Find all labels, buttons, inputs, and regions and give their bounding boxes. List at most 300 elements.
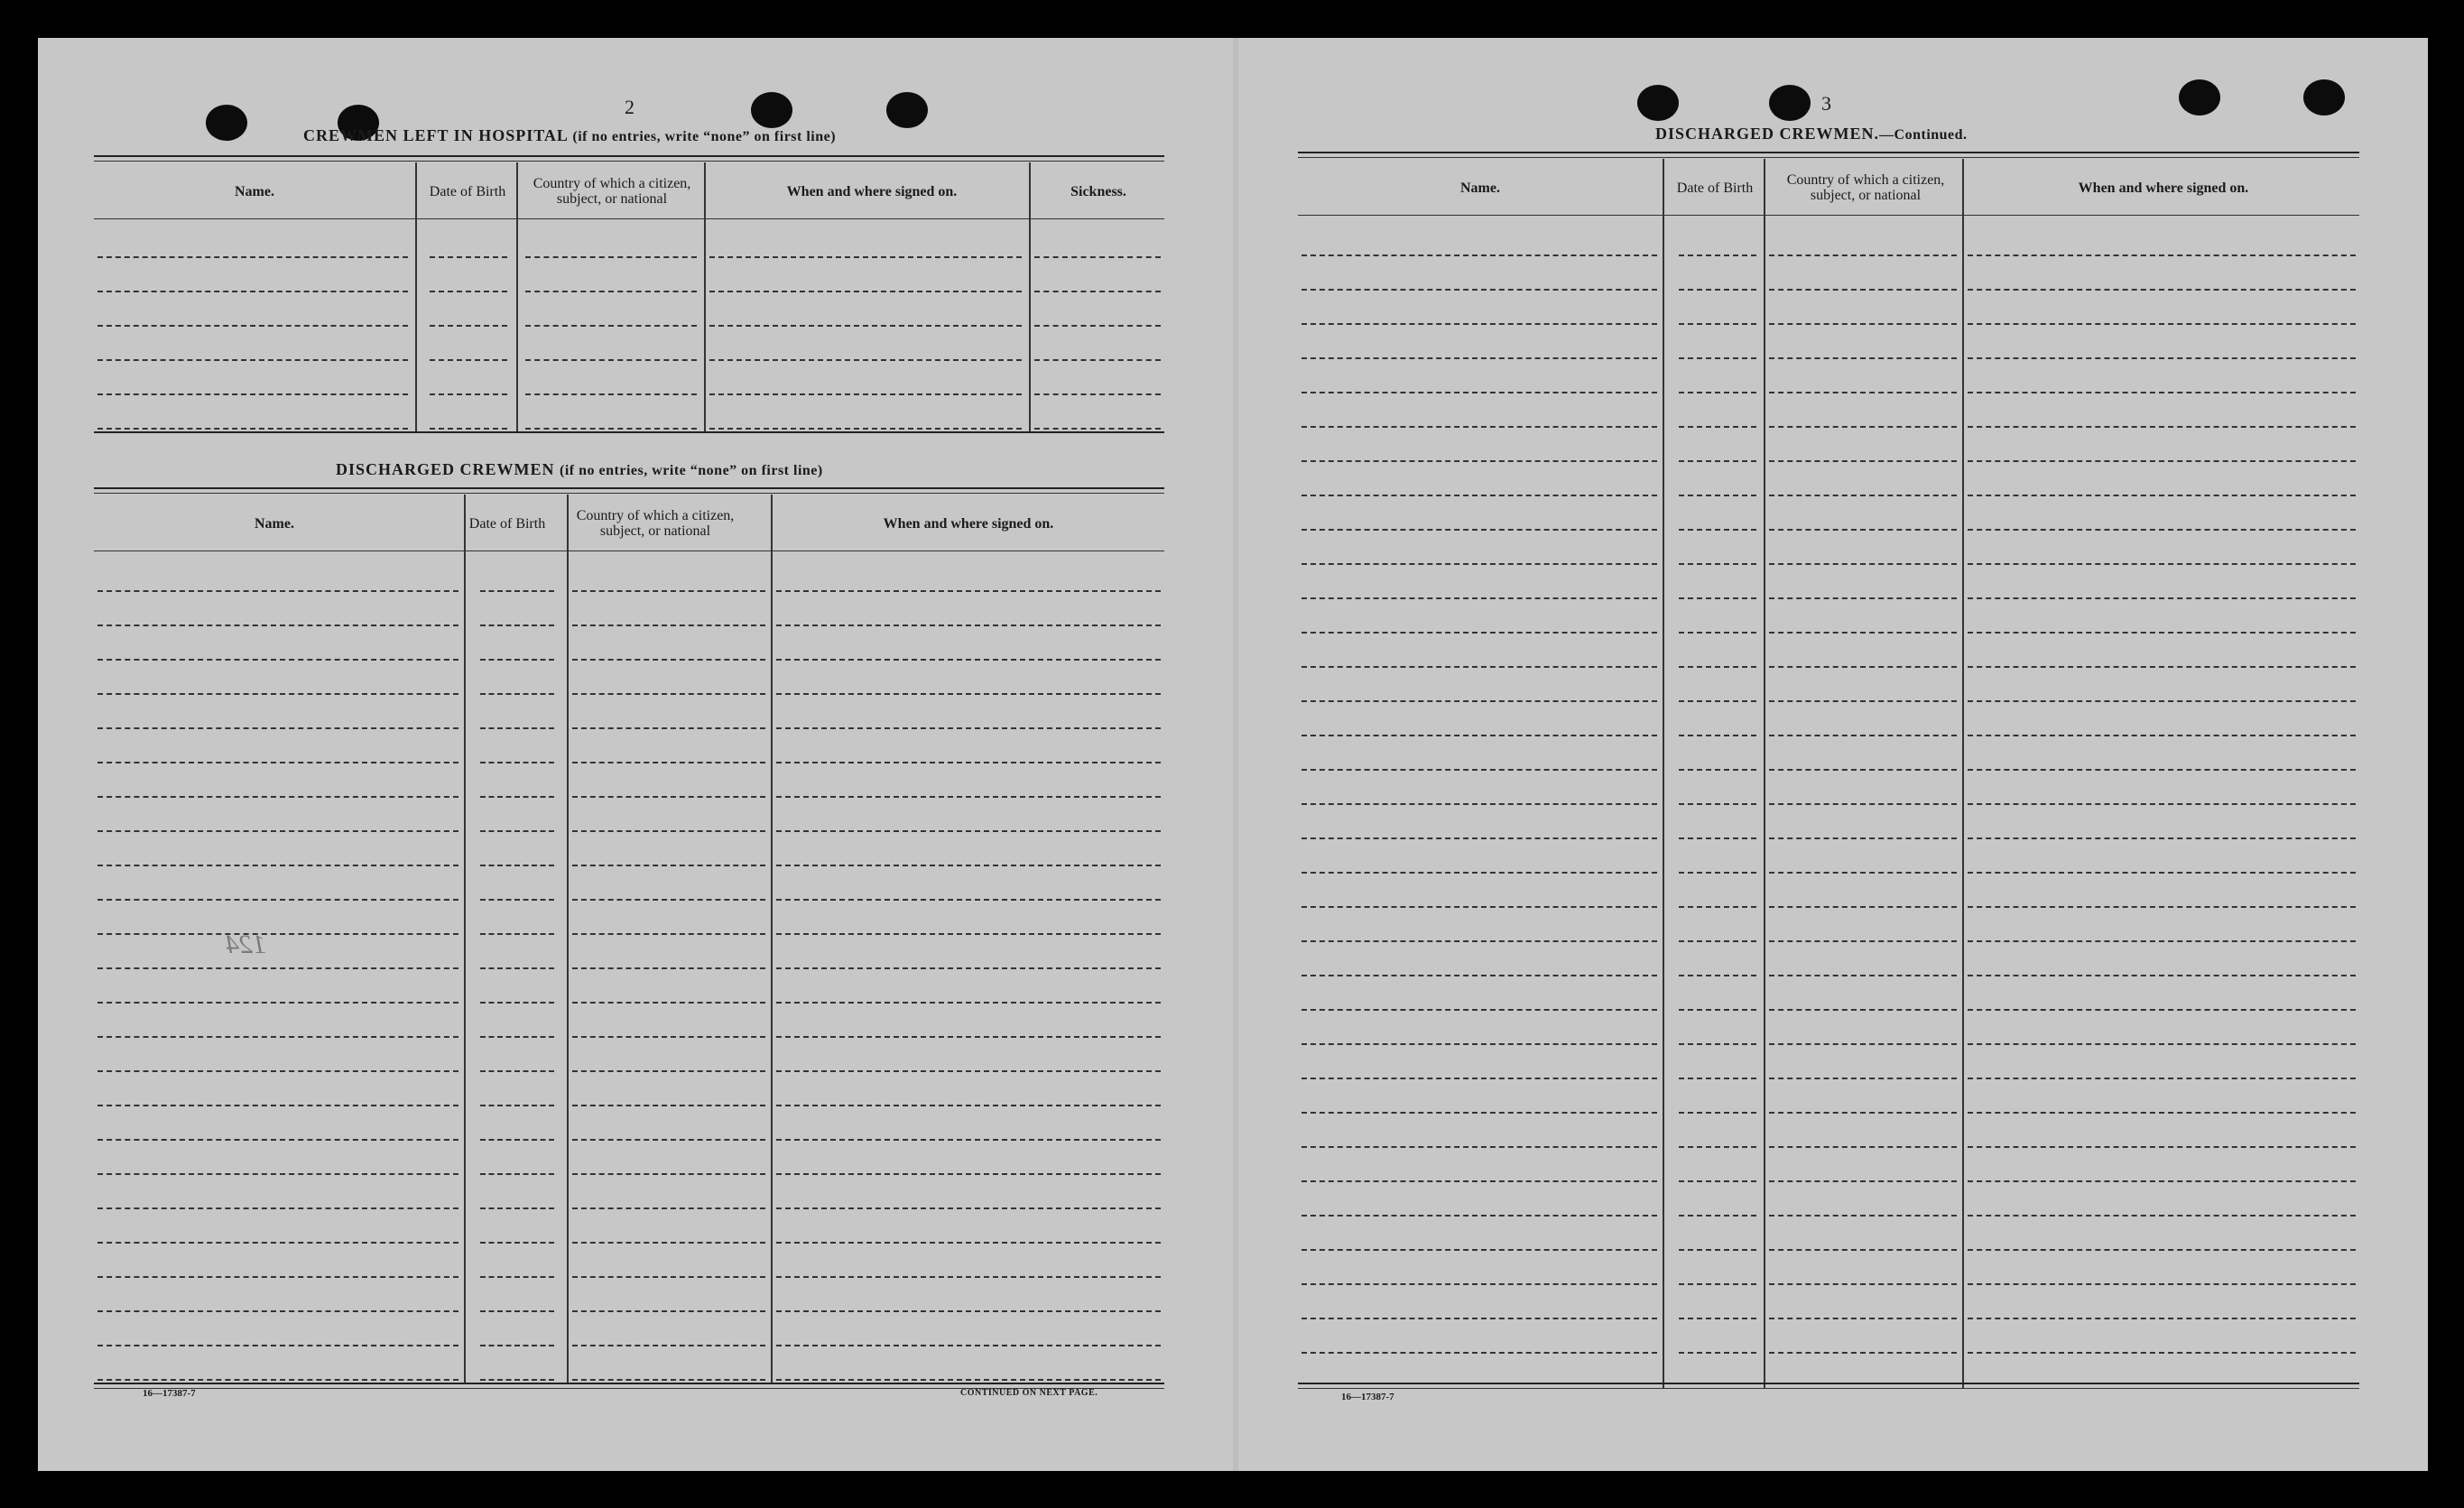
entry-line xyxy=(97,325,408,327)
entry-line xyxy=(1679,1078,1756,1079)
entry-line xyxy=(1679,1009,1756,1011)
entry-line xyxy=(1679,735,1756,736)
entry-line xyxy=(1968,975,2356,976)
entry-line xyxy=(1769,940,1957,942)
discharged-col-name: Name. xyxy=(255,515,294,532)
entry-line xyxy=(1034,325,1161,327)
entry-line xyxy=(776,796,1161,798)
entry-line xyxy=(1968,700,2356,702)
entry-line xyxy=(572,1070,765,1072)
entry-line xyxy=(480,1276,554,1278)
column-divider xyxy=(1029,162,1031,431)
entry-line xyxy=(776,933,1161,935)
entry-line xyxy=(572,762,765,763)
entry-line xyxy=(1301,597,1657,599)
rule xyxy=(94,493,1164,494)
entry-line xyxy=(709,256,1022,258)
entry-line xyxy=(572,1242,765,1244)
entry-line xyxy=(430,256,507,258)
punch-hole xyxy=(2179,79,2220,116)
entry-line xyxy=(1679,666,1756,668)
entry-line xyxy=(776,830,1161,832)
entry-line xyxy=(97,1310,459,1312)
entry-line xyxy=(1968,837,2356,839)
entry-line xyxy=(1301,837,1657,839)
entry-line xyxy=(572,1036,765,1038)
entry-line xyxy=(1301,392,1657,393)
entry-line xyxy=(1968,1283,2356,1285)
entry-line xyxy=(776,1070,1161,1072)
entry-line xyxy=(1769,254,1957,256)
entry-line xyxy=(1769,597,1957,599)
entry-line xyxy=(480,865,554,866)
entry-line xyxy=(1679,1215,1756,1217)
entry-line xyxy=(1769,529,1957,531)
column-divider xyxy=(704,162,706,431)
entry-line xyxy=(1301,1180,1657,1182)
punch-hole xyxy=(886,92,928,128)
entry-line xyxy=(1301,495,1657,496)
entry-line xyxy=(1968,769,2356,771)
page-number-right: 3 xyxy=(1821,92,1831,115)
entry-line xyxy=(1679,1112,1756,1114)
entry-line xyxy=(480,762,554,763)
entry-line xyxy=(1034,256,1161,258)
entry-line xyxy=(97,865,459,866)
entry-line xyxy=(1769,769,1957,771)
document-page xyxy=(38,38,2428,1471)
entry-line xyxy=(1679,323,1756,325)
punch-hole xyxy=(751,92,792,128)
entry-line xyxy=(776,1105,1161,1106)
entry-line xyxy=(430,393,507,395)
rule xyxy=(94,550,1164,551)
entry-line xyxy=(1301,323,1657,325)
entry-line xyxy=(1301,426,1657,428)
entry-line xyxy=(1301,460,1657,462)
continued-col-signed-on: When and where signed on. xyxy=(2078,180,2249,196)
entry-line xyxy=(1679,1318,1756,1319)
entry-line xyxy=(97,1002,459,1004)
entry-line xyxy=(1968,460,2356,462)
entry-line xyxy=(1769,1112,1957,1114)
discharged-section-title: DISCHARGED CREWMEN (if no entries, write “none” on first line) xyxy=(336,460,823,478)
entry-line xyxy=(1769,426,1957,428)
entry-line xyxy=(1301,1249,1657,1251)
entry-line xyxy=(1769,289,1957,291)
entry-line xyxy=(776,1139,1161,1141)
entry-line xyxy=(1301,1146,1657,1148)
entry-line xyxy=(97,1379,459,1381)
entry-line xyxy=(1968,906,2356,908)
entry-line xyxy=(776,899,1161,901)
entry-line xyxy=(1769,357,1957,359)
entry-line xyxy=(572,796,765,798)
entry-line xyxy=(572,1276,765,1278)
entry-line xyxy=(97,1207,459,1209)
hospital-col-country: Country of which a citizen, subject, or national xyxy=(533,176,691,207)
entry-line xyxy=(572,1207,765,1209)
entry-line xyxy=(572,727,765,729)
entry-line xyxy=(97,624,459,626)
entry-line xyxy=(1968,803,2356,805)
entry-line xyxy=(1679,1283,1756,1285)
entry-line xyxy=(1769,1352,1957,1354)
entry-line xyxy=(525,393,697,395)
entry-line xyxy=(1769,1180,1957,1182)
entry-line xyxy=(1301,254,1657,256)
entry-line xyxy=(776,624,1161,626)
entry-line xyxy=(1769,803,1957,805)
entry-line xyxy=(1968,666,2356,668)
entry-line xyxy=(97,590,459,592)
entry-line xyxy=(1301,975,1657,976)
entry-line xyxy=(1968,632,2356,634)
entry-line xyxy=(1301,1009,1657,1011)
entry-line xyxy=(1301,632,1657,634)
entry-line xyxy=(1301,906,1657,908)
entry-line xyxy=(572,933,765,935)
entry-line xyxy=(709,393,1022,395)
entry-line xyxy=(1679,289,1756,291)
hospital-section-title: CREWMEN LEFT IN HOSPITAL (if no entries, write “none” on first line) xyxy=(303,126,837,144)
entry-line xyxy=(1968,495,2356,496)
entry-line xyxy=(430,291,507,292)
entry-line xyxy=(97,796,459,798)
entry-line xyxy=(776,762,1161,763)
entry-line xyxy=(1968,357,2356,359)
faint-handwritten-mark: 124 xyxy=(226,930,266,959)
center-fold xyxy=(1233,38,1238,1471)
entry-line xyxy=(1968,872,2356,874)
form-number-left: 16—17387-7 xyxy=(143,1388,196,1399)
entry-line xyxy=(1301,563,1657,565)
entry-line xyxy=(1769,460,1957,462)
entry-line xyxy=(1679,357,1756,359)
entry-line xyxy=(776,1310,1161,1312)
entry-line xyxy=(97,256,408,258)
entry-line xyxy=(1679,460,1756,462)
punch-hole xyxy=(1637,85,1679,121)
entry-line xyxy=(1968,597,2356,599)
entry-line xyxy=(1034,428,1161,430)
entry-line xyxy=(1034,393,1161,395)
entry-line xyxy=(1301,666,1657,668)
entry-line xyxy=(776,693,1161,695)
entry-line xyxy=(97,393,408,395)
entry-line xyxy=(1301,289,1657,291)
entry-line xyxy=(572,1379,765,1381)
entry-line xyxy=(1301,1112,1657,1114)
entry-line xyxy=(1968,1249,2356,1251)
entry-line xyxy=(1679,940,1756,942)
entry-line xyxy=(1301,700,1657,702)
entry-line xyxy=(1679,392,1756,393)
entry-line xyxy=(1034,291,1161,292)
hospital-col-signed-on: When and where signed on. xyxy=(786,183,958,199)
rule xyxy=(94,155,1164,157)
entry-line xyxy=(1679,426,1756,428)
entry-line xyxy=(430,359,507,361)
hospital-col-sickness: Sickness. xyxy=(1070,183,1126,199)
entry-line xyxy=(1679,1146,1756,1148)
entry-line xyxy=(1301,357,1657,359)
entry-line xyxy=(480,1345,554,1346)
entry-line xyxy=(1679,700,1756,702)
entry-line xyxy=(97,762,459,763)
entry-line xyxy=(1769,837,1957,839)
entry-line xyxy=(430,325,507,327)
entry-line xyxy=(480,933,554,935)
entry-line xyxy=(97,727,459,729)
entry-line xyxy=(97,1036,459,1038)
discharged-continued-title: DISCHARGED CREWMEN.—Continued. xyxy=(1655,125,1968,143)
entry-line xyxy=(572,1345,765,1346)
entry-line xyxy=(1769,735,1957,736)
entry-line xyxy=(97,830,459,832)
entry-line xyxy=(776,1242,1161,1244)
entry-line xyxy=(572,865,765,866)
entry-line xyxy=(1679,1043,1756,1045)
rule xyxy=(1298,1383,2359,1384)
entry-line xyxy=(1769,906,1957,908)
entry-line xyxy=(572,590,765,592)
entry-line xyxy=(1301,1352,1657,1354)
entry-line xyxy=(1968,392,2356,393)
entry-line xyxy=(572,1105,765,1106)
entry-line xyxy=(525,359,697,361)
entry-line xyxy=(97,967,459,969)
rule xyxy=(1298,215,2359,216)
column-divider xyxy=(1663,159,1664,1388)
entry-line xyxy=(480,590,554,592)
entry-line xyxy=(1679,254,1756,256)
entry-line xyxy=(97,291,408,292)
entry-line xyxy=(480,1379,554,1381)
entry-line xyxy=(525,428,697,430)
entry-line xyxy=(1679,529,1756,531)
entry-line xyxy=(1968,254,2356,256)
entry-line xyxy=(480,624,554,626)
entry-line xyxy=(1679,872,1756,874)
entry-line xyxy=(709,428,1022,430)
entry-line xyxy=(97,1242,459,1244)
continued-col-country: Country of which a citizen, subject, or national xyxy=(1786,172,1945,203)
entry-line xyxy=(1968,1146,2356,1148)
entry-line xyxy=(572,1139,765,1141)
entry-line xyxy=(1968,1009,2356,1011)
entry-line xyxy=(1679,769,1756,771)
entry-line xyxy=(480,1207,554,1209)
entry-line xyxy=(1679,803,1756,805)
hospital-col-name: Name. xyxy=(235,183,274,199)
entry-line xyxy=(1968,1078,2356,1079)
entry-line xyxy=(1301,803,1657,805)
rule xyxy=(1298,157,2359,158)
entry-line xyxy=(1968,426,2356,428)
entry-line xyxy=(1679,837,1756,839)
entry-line xyxy=(572,1002,765,1004)
entry-line xyxy=(480,967,554,969)
column-divider xyxy=(567,495,569,1383)
entry-line xyxy=(572,1310,765,1312)
entry-line xyxy=(776,865,1161,866)
entry-line xyxy=(1769,700,1957,702)
entry-line xyxy=(1679,495,1756,496)
entry-line xyxy=(776,1276,1161,1278)
entry-line xyxy=(480,1310,554,1312)
hospital-col-dob: Date of Birth xyxy=(429,183,506,199)
entry-line xyxy=(1679,563,1756,565)
entry-line xyxy=(709,359,1022,361)
entry-line xyxy=(1968,1215,2356,1217)
discharged-col-signed-on: When and where signed on. xyxy=(883,515,1054,532)
entry-line xyxy=(97,359,408,361)
entry-line xyxy=(97,899,459,901)
entry-line xyxy=(1968,735,2356,736)
entry-line xyxy=(480,899,554,901)
entry-line xyxy=(480,1139,554,1141)
entry-line xyxy=(1769,563,1957,565)
entry-line xyxy=(97,659,459,661)
entry-line xyxy=(97,1070,459,1072)
entry-line xyxy=(1679,1180,1756,1182)
rule xyxy=(94,218,1164,219)
entry-line xyxy=(1301,1283,1657,1285)
entry-line xyxy=(1968,1352,2356,1354)
punch-hole xyxy=(1769,85,1811,121)
entry-line xyxy=(1769,975,1957,976)
entry-line xyxy=(709,325,1022,327)
entry-line xyxy=(1301,769,1657,771)
entry-line xyxy=(776,659,1161,661)
rule xyxy=(94,161,1164,162)
entry-line xyxy=(97,1276,459,1278)
entry-line xyxy=(572,693,765,695)
entry-line xyxy=(1769,1215,1957,1217)
discharged-col-country: Country of which a citizen, subject, or national xyxy=(576,508,735,539)
entry-line xyxy=(1301,940,1657,942)
entry-line xyxy=(1301,735,1657,736)
entry-line xyxy=(480,830,554,832)
entry-line xyxy=(776,1207,1161,1209)
page-number-left: 2 xyxy=(625,96,635,118)
column-divider xyxy=(415,162,417,431)
entry-line xyxy=(97,693,459,695)
continued-col-dob: Date of Birth xyxy=(1676,180,1754,196)
entry-line xyxy=(97,1139,459,1141)
entry-line xyxy=(1679,597,1756,599)
entry-line xyxy=(1968,1318,2356,1319)
punch-hole xyxy=(206,105,247,141)
entry-line xyxy=(1769,323,1957,325)
column-divider xyxy=(1962,159,1964,1388)
entry-line xyxy=(709,291,1022,292)
form-number-right: 16—17387-7 xyxy=(1341,1392,1394,1402)
column-divider xyxy=(1764,159,1765,1388)
entry-line xyxy=(1769,1043,1957,1045)
entry-line xyxy=(1968,1112,2356,1114)
discharged-col-dob: Date of Birth xyxy=(468,515,546,532)
entry-line xyxy=(1679,975,1756,976)
entry-line xyxy=(97,1173,459,1175)
entry-line xyxy=(1968,1180,2356,1182)
entry-line xyxy=(480,659,554,661)
entry-line xyxy=(1769,392,1957,393)
rule xyxy=(94,431,1164,433)
entry-line xyxy=(525,325,697,327)
entry-line xyxy=(430,428,507,430)
entry-line xyxy=(480,727,554,729)
entry-line xyxy=(776,1345,1161,1346)
entry-line xyxy=(1968,940,2356,942)
entry-line xyxy=(1769,1009,1957,1011)
rule xyxy=(94,1383,1164,1384)
rule xyxy=(1298,1388,2359,1389)
rule xyxy=(94,487,1164,489)
entry-line xyxy=(1301,1318,1657,1319)
rule xyxy=(1298,152,2359,153)
column-divider xyxy=(464,495,466,1383)
entry-line xyxy=(1769,666,1957,668)
entry-line xyxy=(1679,1352,1756,1354)
entry-line xyxy=(1769,1318,1957,1319)
continued-col-name: Name. xyxy=(1460,180,1500,196)
entry-line xyxy=(572,659,765,661)
entry-line xyxy=(1769,1146,1957,1148)
entry-line xyxy=(480,693,554,695)
entry-line xyxy=(572,624,765,626)
entry-line xyxy=(97,1345,459,1346)
entry-line xyxy=(1679,632,1756,634)
entry-line xyxy=(1968,323,2356,325)
entry-line xyxy=(1968,1043,2356,1045)
entry-line xyxy=(1679,906,1756,908)
entry-line xyxy=(1769,1078,1957,1079)
entry-line xyxy=(776,727,1161,729)
entry-line xyxy=(776,967,1161,969)
entry-line xyxy=(572,967,765,969)
entry-line xyxy=(525,291,697,292)
entry-line xyxy=(572,830,765,832)
entry-line xyxy=(1769,495,1957,496)
entry-line xyxy=(480,796,554,798)
entry-line xyxy=(525,256,697,258)
entry-line xyxy=(572,1173,765,1175)
entry-line xyxy=(1769,1283,1957,1285)
continued-note: CONTINUED ON NEXT PAGE. xyxy=(960,1388,1098,1398)
entry-line xyxy=(1034,359,1161,361)
entry-line xyxy=(1301,872,1657,874)
entry-line xyxy=(1301,1043,1657,1045)
entry-line xyxy=(776,1036,1161,1038)
entry-line xyxy=(572,899,765,901)
entry-line xyxy=(776,1379,1161,1381)
entry-line xyxy=(480,1070,554,1072)
entry-line xyxy=(1968,289,2356,291)
entry-line xyxy=(480,1242,554,1244)
column-divider xyxy=(516,162,518,431)
column-divider xyxy=(771,495,773,1383)
entry-line xyxy=(97,428,408,430)
entry-line xyxy=(97,1105,459,1106)
entry-line xyxy=(1301,1215,1657,1217)
entry-line xyxy=(776,590,1161,592)
entry-line xyxy=(480,1173,554,1175)
entry-line xyxy=(1769,1249,1957,1251)
entry-line xyxy=(1301,529,1657,531)
entry-line xyxy=(776,1173,1161,1175)
